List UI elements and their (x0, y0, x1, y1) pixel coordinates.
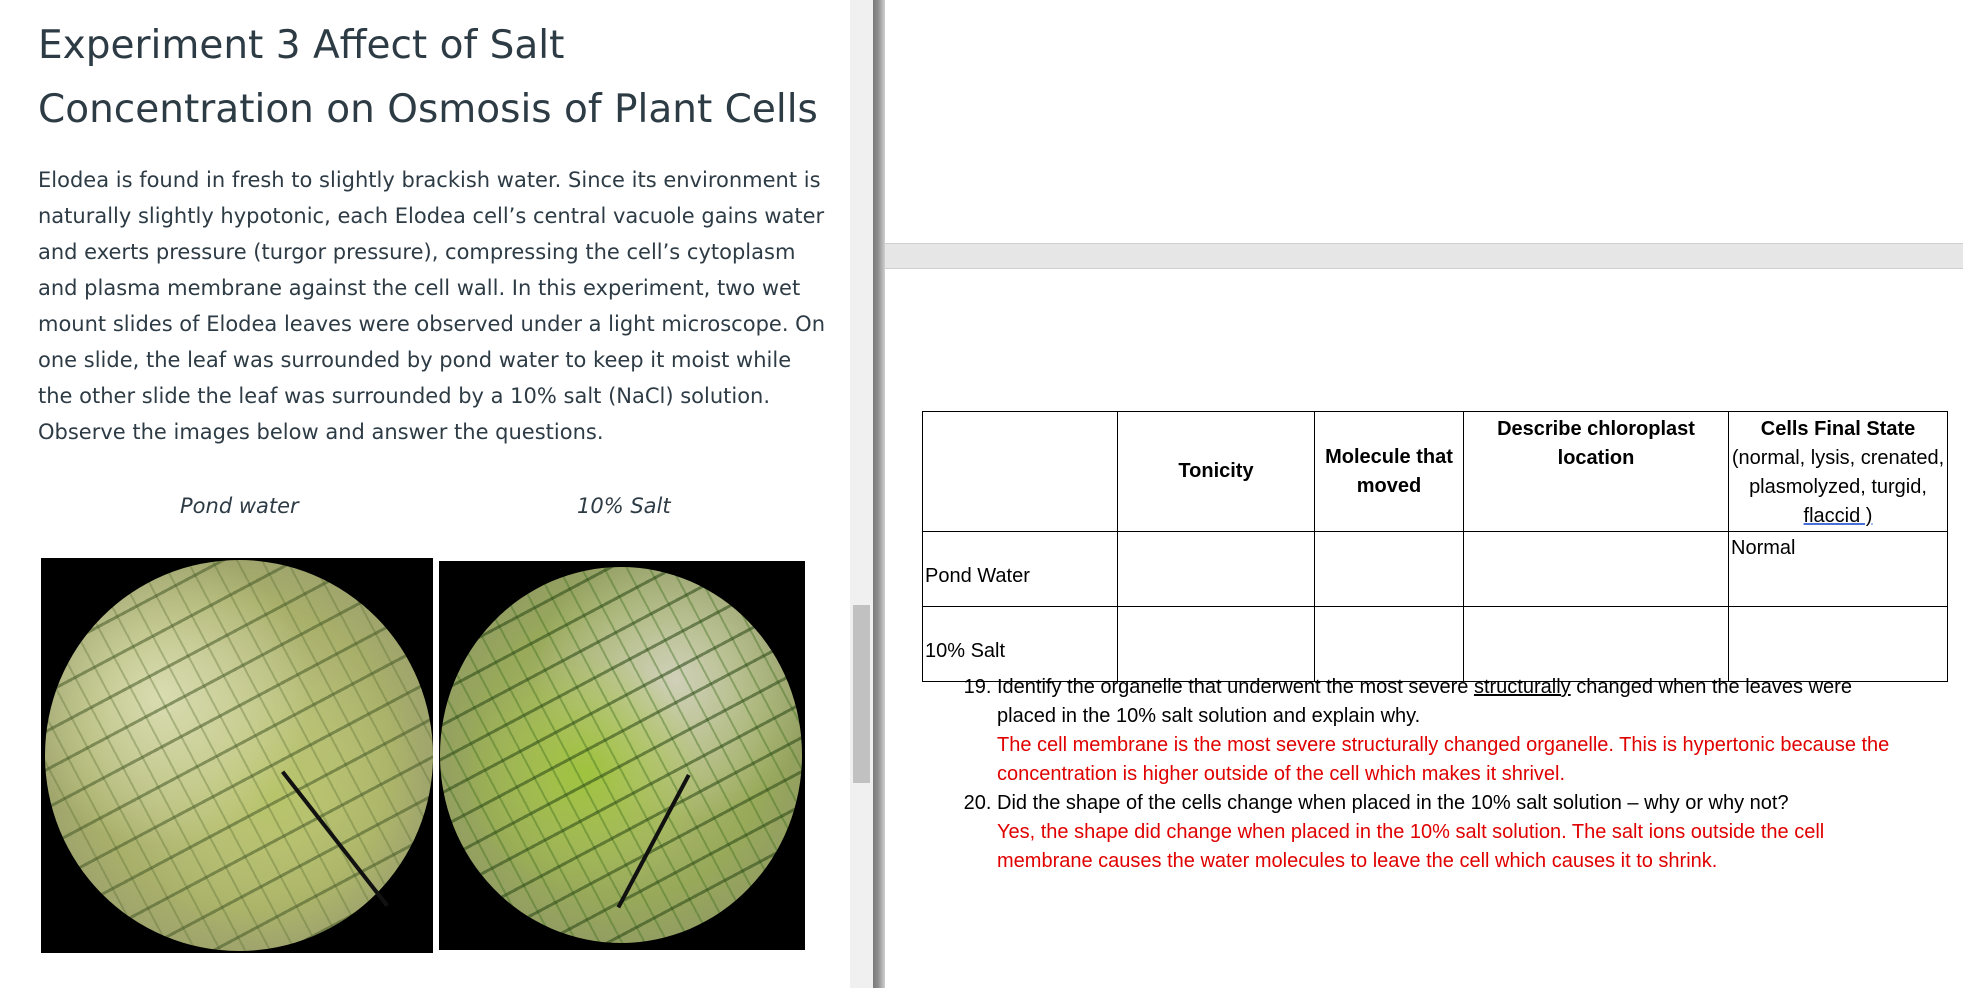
answer-19: The cell membrane is the most severe structurally changed organelle. This is hypertonic because the concentration is higher outside of the cell which makes it shrivel. (997, 734, 1890, 785)
table-header-row (923, 412, 1948, 532)
salt-micrograph (439, 561, 805, 950)
pane-divider[interactable] (873, 0, 885, 988)
page-title-line1: Experiment 3 Affect of Salt (38, 23, 565, 68)
intro-paragraph: Elodea is found in fresh to slightly brackish water. Since its environment is naturally slightly hypotonic, each Elodea cell’s central vacuole gains water and exerts pressure (turgor pressure), compressing the cell’s cytoplasm and plasma membrane against the cell wall. In this experiment, two wet mount slides of Elodea leaves were observed under a light microscope. On one slide, the leaf was surrounded by pond water to keep it moist while the other slide the leaf was surrounded by a 10% salt (NaCl) solution. Observe the images below and answer the questions. (38, 168, 826, 444)
table-row (923, 532, 1948, 607)
question-20-text: Did the shape of the cells change when placed in the 10% salt solution – why or why not? (997, 792, 1789, 814)
question-19-text-b: changed when the leaves were placed in the 10% salt solution and explain why. (997, 676, 1852, 727)
page-break (885, 243, 1963, 269)
question-19 (997, 673, 1897, 789)
question-19-underlined: structurally (1473, 676, 1571, 698)
row-label: 10% Salt (923, 607, 1118, 682)
row-label: Pond Water (923, 532, 1118, 607)
molecule-cell[interactable] (1315, 607, 1464, 682)
final-state-cell[interactable]: Normal (1729, 532, 1948, 607)
table-header-tonicity: Tonicity (1118, 412, 1315, 532)
worksheet-pane (885, 0, 1963, 988)
question-list (960, 673, 1897, 876)
question-19-text-a: Identify the organelle that underwent the most severe (997, 676, 1474, 698)
page-title (38, 14, 838, 142)
microscope-field-salt (440, 567, 802, 943)
table-header-molecule: Molecule that moved (1315, 412, 1464, 532)
table-header-chloroplast: Describe chloroplast location (1464, 412, 1729, 532)
tonicity-cell[interactable] (1118, 607, 1315, 682)
vertical-scrollbar[interactable] (850, 0, 873, 988)
question-20 (997, 789, 1897, 876)
final-state-title: Cells Final State (1760, 418, 1916, 440)
final-state-options: (normal, lysis, crenated, plasmolyzed, turgid, (1731, 447, 1945, 498)
page-title-line2: Concentration on Osmosis of Plant Cells (38, 87, 818, 132)
tonicity-cell[interactable] (1118, 532, 1315, 607)
chloroplast-cell[interactable] (1464, 532, 1729, 607)
results-table (922, 411, 1948, 682)
final-state-last-option: flaccid ) (1803, 505, 1873, 527)
scrollbar-thumb[interactable] (853, 605, 870, 783)
molecule-cell[interactable] (1315, 532, 1464, 607)
chloroplast-cell[interactable] (1464, 607, 1729, 682)
table-header-blank (923, 412, 1118, 532)
table-header-final-state (1729, 412, 1948, 532)
salt-caption: 10% Salt (577, 494, 671, 518)
pond-water-micrograph (41, 558, 433, 953)
pond-water-caption: Pond water (180, 494, 299, 518)
answer-20: Yes, the shape did change when placed in the 10% salt solution. The salt ions outside the cell membrane causes the water molecules to leave the cell which causes it to shrink. (997, 821, 1825, 872)
table-row (923, 607, 1948, 682)
final-state-cell[interactable] (1729, 607, 1948, 682)
document-pane (0, 0, 850, 988)
